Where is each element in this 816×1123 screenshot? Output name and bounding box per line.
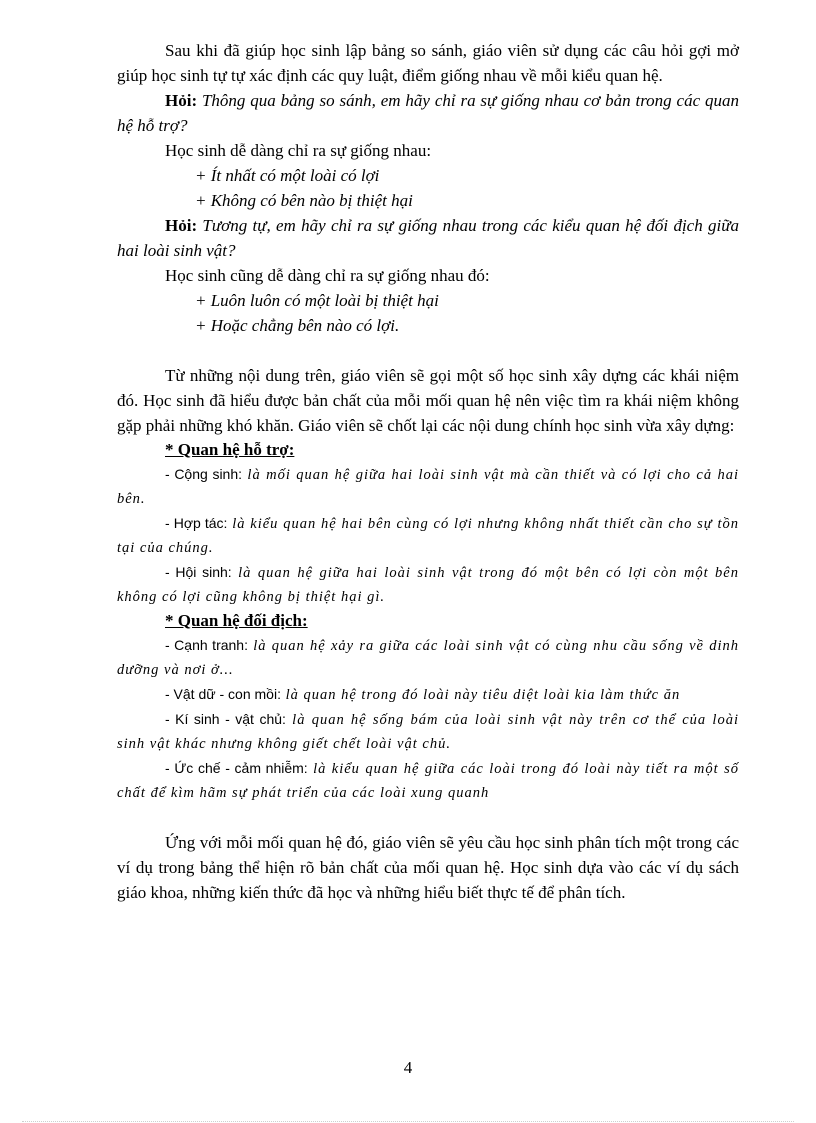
summary-paragraph: Từ những nội dung trên, giáo viên sẽ gọi một số học sinh xây dựng các khái niệm đó. Học sinh đã hiểu được bản chất của mỗi mối quan hệ nên việc tìm ra khái niệm không gặp phải những khó khăn. Giáo viên sẽ chốt lại các nội dung chính học sinh vừa xây dựng:: [117, 366, 739, 435]
answer-2-item: + Luôn luôn có một loài bị thiệt hại: [195, 291, 439, 310]
page-bottom-divider: [22, 1121, 794, 1122]
question-label: Hỏi:: [165, 91, 198, 110]
answer-2-lead: Học sinh cũng dễ dàng chỉ ra sự giống nhau đó:: [165, 266, 490, 285]
question-1: [117, 88, 739, 138]
page-number: 4: [403, 1058, 413, 1077]
answer-1-item: + Ít nhất có một loài có lợi: [195, 166, 380, 185]
definition-item: - Kí sinh - vật chủ: là quan hệ sống bám của loài sinh vật này trên cơ thể của loài sinh vật khác nhưng không giết chết loài vật chủ.: [117, 711, 739, 752]
answer-1-item: + Không có bên nào bị thiệt hại: [195, 191, 413, 210]
question-2: [117, 213, 739, 263]
definition-item: - Vật dữ - con mồi: là quan hệ trong đó loài này tiêu diệt loài kia làm thức ăn: [165, 686, 681, 703]
question-text: Tương tự, em hãy chỉ ra sự giống nhau trong các kiểu quan hệ đối địch giữa hai loài sinh vật?: [117, 216, 739, 260]
page-content: [117, 38, 739, 905]
definition-item: - Hợp tác: là kiểu quan hệ hai bên cùng có lợi nhưng không nhất thiết cần cho sự tồn tại của chúng.: [117, 515, 739, 556]
answer-2-item: + Hoặc chẳng bên nào có lợi.: [195, 316, 400, 335]
definition-item: - Cạnh tranh: là quan hệ xảy ra giữa các loài sinh vật có cùng nhu cầu sống về dinh dưỡng và nơi ở...: [117, 637, 739, 678]
support-heading: * Quan hệ hỗ trợ:: [165, 440, 295, 459]
intro-paragraph: Sau khi đã giúp học sinh lập bảng so sánh, giáo viên sử dụng các câu hỏi gợi mở giúp học sinh tự tự xác định các quy luật, điểm giống nhau về mỗi kiểu quan hệ.: [117, 41, 739, 85]
definition-item: - Cộng sinh: là mối quan hệ giữa hai loài sinh vật mà cần thiết và có lợi cho cả hai bên.: [117, 466, 740, 507]
closing-paragraph: Ứng với mỗi mối quan hệ đó, giáo viên sẽ yêu cầu học sinh phân tích một trong các ví dụ trong bảng thể hiện rõ bản chất của mối quan hệ. Học sinh dựa vào các ví dụ sách giáo khoa, những kiến thức đã học và những hiểu biết thực tế để phân tích.: [117, 833, 739, 902]
question-text: Thông qua bảng so sánh, em hãy chỉ ra sự giống nhau cơ bản trong các quan hệ hỗ trợ?: [117, 91, 739, 135]
question-label: Hỏi:: [165, 216, 198, 235]
definition-item: - Hội sinh: là quan hệ giữa hai loài sinh vật trong đó một bên có lợi còn một bên không có lợi cũng không bị thiệt hại gì.: [117, 564, 739, 605]
definition-item: - Ức chế - cảm nhiễm: là kiểu quan hệ giữa các loài trong đó loài này tiết ra một số chất để kìm hãm sự phát triển của các loài xung quanh: [117, 760, 739, 801]
answer-1-lead: Học sinh dễ dàng chỉ ra sự giống nhau:: [165, 141, 432, 160]
antagonism-heading: * Quan hệ đối địch:: [165, 611, 308, 630]
